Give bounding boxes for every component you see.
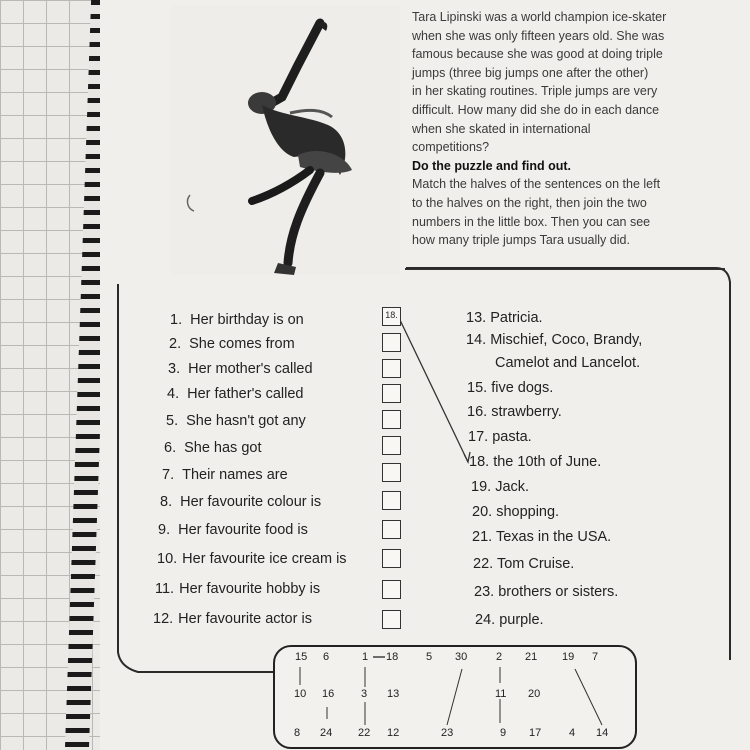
left-item-number: 12. — [153, 611, 174, 627]
answer-box[interactable] — [382, 610, 401, 629]
key-number: 8 — [294, 727, 301, 739]
right-item-text: strawberry. — [491, 404, 562, 420]
answer-box[interactable]: 18. — [382, 307, 401, 326]
puzzle-heading: Do the puzzle and find out. — [412, 158, 572, 173]
right-item — [467, 380, 553, 396]
answer-box[interactable] — [382, 549, 401, 568]
left-item-text: Their names are — [182, 467, 288, 483]
right-item — [466, 310, 543, 326]
left-item-number: 10. — [157, 551, 178, 567]
answer-box[interactable] — [382, 463, 401, 482]
instruction-line: to the halves on the right, then join the two — [412, 195, 647, 210]
right-item-number: 18. — [469, 454, 490, 470]
key-number: 30 — [455, 651, 468, 663]
right-item-text: brothers or sisters. — [498, 584, 619, 600]
left-item-number: 11. — [155, 581, 175, 597]
left-item — [167, 386, 304, 410]
story-line: when she skated in international — [412, 121, 591, 136]
story-line: jumps (three big jumps one after the other) — [412, 65, 649, 80]
key-number: 16 — [322, 688, 335, 700]
left-item — [157, 551, 347, 575]
skater-photo — [170, 5, 400, 275]
story-line: in her skating routines. Triple jumps are very — [412, 84, 658, 99]
right-item-text: pasta. — [492, 429, 532, 445]
key-number: 18 — [386, 651, 399, 663]
number-key-box — [273, 645, 637, 749]
right-item-number: 21. — [472, 529, 493, 545]
right-item-number: 23. — [474, 584, 495, 600]
instruction-line: how many triple jumps Tara usually did. — [412, 233, 630, 248]
right-item-number: 19. — [471, 479, 492, 495]
right-item — [467, 404, 562, 420]
story-line: when she was only fifteen years old. She was — [412, 28, 665, 43]
right-item — [471, 479, 529, 495]
key-number: 24 — [320, 727, 333, 739]
left-item-number: 6. — [164, 440, 177, 456]
left-item — [160, 494, 321, 518]
key-number: 17 — [529, 727, 542, 739]
right-item — [474, 584, 618, 600]
key-number: 4 — [569, 727, 576, 739]
left-item — [169, 336, 295, 360]
key-number: 2 — [496, 651, 503, 663]
right-item — [472, 504, 559, 520]
right-item-text: shopping. — [496, 504, 560, 520]
left-item-text: She has got — [184, 440, 262, 456]
right-item-text: Tom Cruise. — [496, 556, 575, 572]
left-item-text: Her birthday is on — [190, 312, 304, 328]
story-line: competitions? — [412, 140, 490, 155]
answer-box[interactable] — [382, 580, 401, 599]
right-item-number: 22. — [473, 556, 494, 572]
left-item — [158, 522, 308, 546]
key-number: 9 — [500, 727, 507, 739]
left-item — [170, 312, 304, 336]
key-number: 23 — [441, 727, 454, 739]
key-number: 22 — [358, 727, 371, 739]
key-number: 11 — [495, 688, 507, 700]
left-item — [164, 440, 262, 464]
left-item-text: Her favourite ice cream is — [182, 551, 347, 567]
right-item-text: Jack. — [495, 479, 530, 495]
left-item-text: Her favourite colour is — [180, 494, 322, 510]
key-number: 12 — [387, 727, 400, 739]
left-item-text: She comes from — [189, 336, 295, 352]
left-item — [153, 611, 312, 635]
answer-box[interactable] — [382, 333, 401, 352]
left-item-number: 7. — [162, 467, 175, 483]
left-item-text: Her favourite hobby is — [179, 581, 321, 597]
key-number: 1 — [362, 651, 369, 663]
left-item — [168, 361, 313, 385]
left-item-text: Her father's called — [187, 386, 304, 402]
left-item-text: Her mother's called — [188, 361, 313, 377]
key-number: 14 — [596, 727, 609, 739]
left-item — [166, 413, 306, 437]
left-item-text: Her favourite actor is — [178, 611, 312, 627]
key-number: 15 — [295, 651, 308, 663]
answer-box[interactable] — [382, 384, 401, 403]
left-item — [155, 581, 320, 605]
right-item-text: the 10th of June. — [493, 454, 602, 470]
right-item-text: Texas in the USA. — [495, 529, 612, 545]
right-item — [472, 529, 611, 545]
left-item-text: Her favourite food is — [178, 522, 308, 538]
right-item — [466, 332, 642, 348]
right-item-text: five dogs. — [491, 380, 554, 396]
right-item-text: Camelot and Lancelot. — [495, 355, 641, 371]
right-item — [495, 355, 640, 371]
left-item-number: 1. — [170, 312, 183, 328]
answer-box[interactable] — [382, 410, 401, 429]
key-number: 13 — [387, 688, 400, 700]
right-item — [468, 429, 532, 445]
story-line: famous because she was good at doing triple — [412, 47, 663, 62]
right-item-number: 16. — [467, 404, 488, 420]
left-item-number: 5. — [166, 413, 179, 429]
left-item-number: 2. — [169, 336, 182, 352]
answer-box[interactable] — [382, 436, 401, 455]
right-item-number: 14. — [466, 332, 487, 348]
left-item-text: She hasn't got any — [186, 413, 306, 429]
instruction-line: numbers in the little box. Then you can see — [412, 214, 651, 229]
left-item-number: 8. — [160, 494, 173, 510]
right-item-number: 13. — [466, 310, 487, 326]
story-line: difficult. How many did she do in each dance — [412, 102, 660, 117]
right-item — [475, 612, 544, 628]
key-number: 7 — [592, 651, 599, 663]
key-number: 3 — [361, 688, 368, 700]
right-item-text: purple. — [499, 612, 544, 628]
answer-box[interactable] — [382, 491, 401, 510]
left-item-number: 3. — [168, 361, 181, 377]
key-number: 5 — [426, 651, 433, 663]
key-number: 19 — [562, 651, 575, 663]
right-item — [469, 454, 601, 470]
instruction-line: Match the halves of the sentences on the left — [412, 177, 661, 192]
right-item-number: 17. — [468, 429, 489, 445]
right-item-text: Patricia. — [490, 310, 543, 326]
right-item-number: 15. — [467, 380, 488, 396]
key-number: 6 — [323, 651, 330, 663]
answer-box[interactable] — [382, 520, 401, 539]
right-item — [473, 556, 574, 572]
story-text — [412, 8, 712, 250]
key-number: 21 — [525, 651, 538, 663]
right-item-number: 20. — [472, 504, 493, 520]
answer-box[interactable] — [382, 359, 401, 378]
left-item — [162, 467, 288, 491]
right-item-text: Mischief, Coco, Brandy, — [490, 332, 643, 348]
story-line: Tara Lipinski was a world champion ice-skater — [412, 10, 667, 24]
key-number: 20 — [528, 688, 541, 700]
key-number: 10 — [294, 688, 307, 700]
left-item-number: 9. — [158, 522, 171, 538]
right-item-number: 24. — [475, 612, 496, 628]
left-item-number: 4. — [167, 386, 180, 402]
